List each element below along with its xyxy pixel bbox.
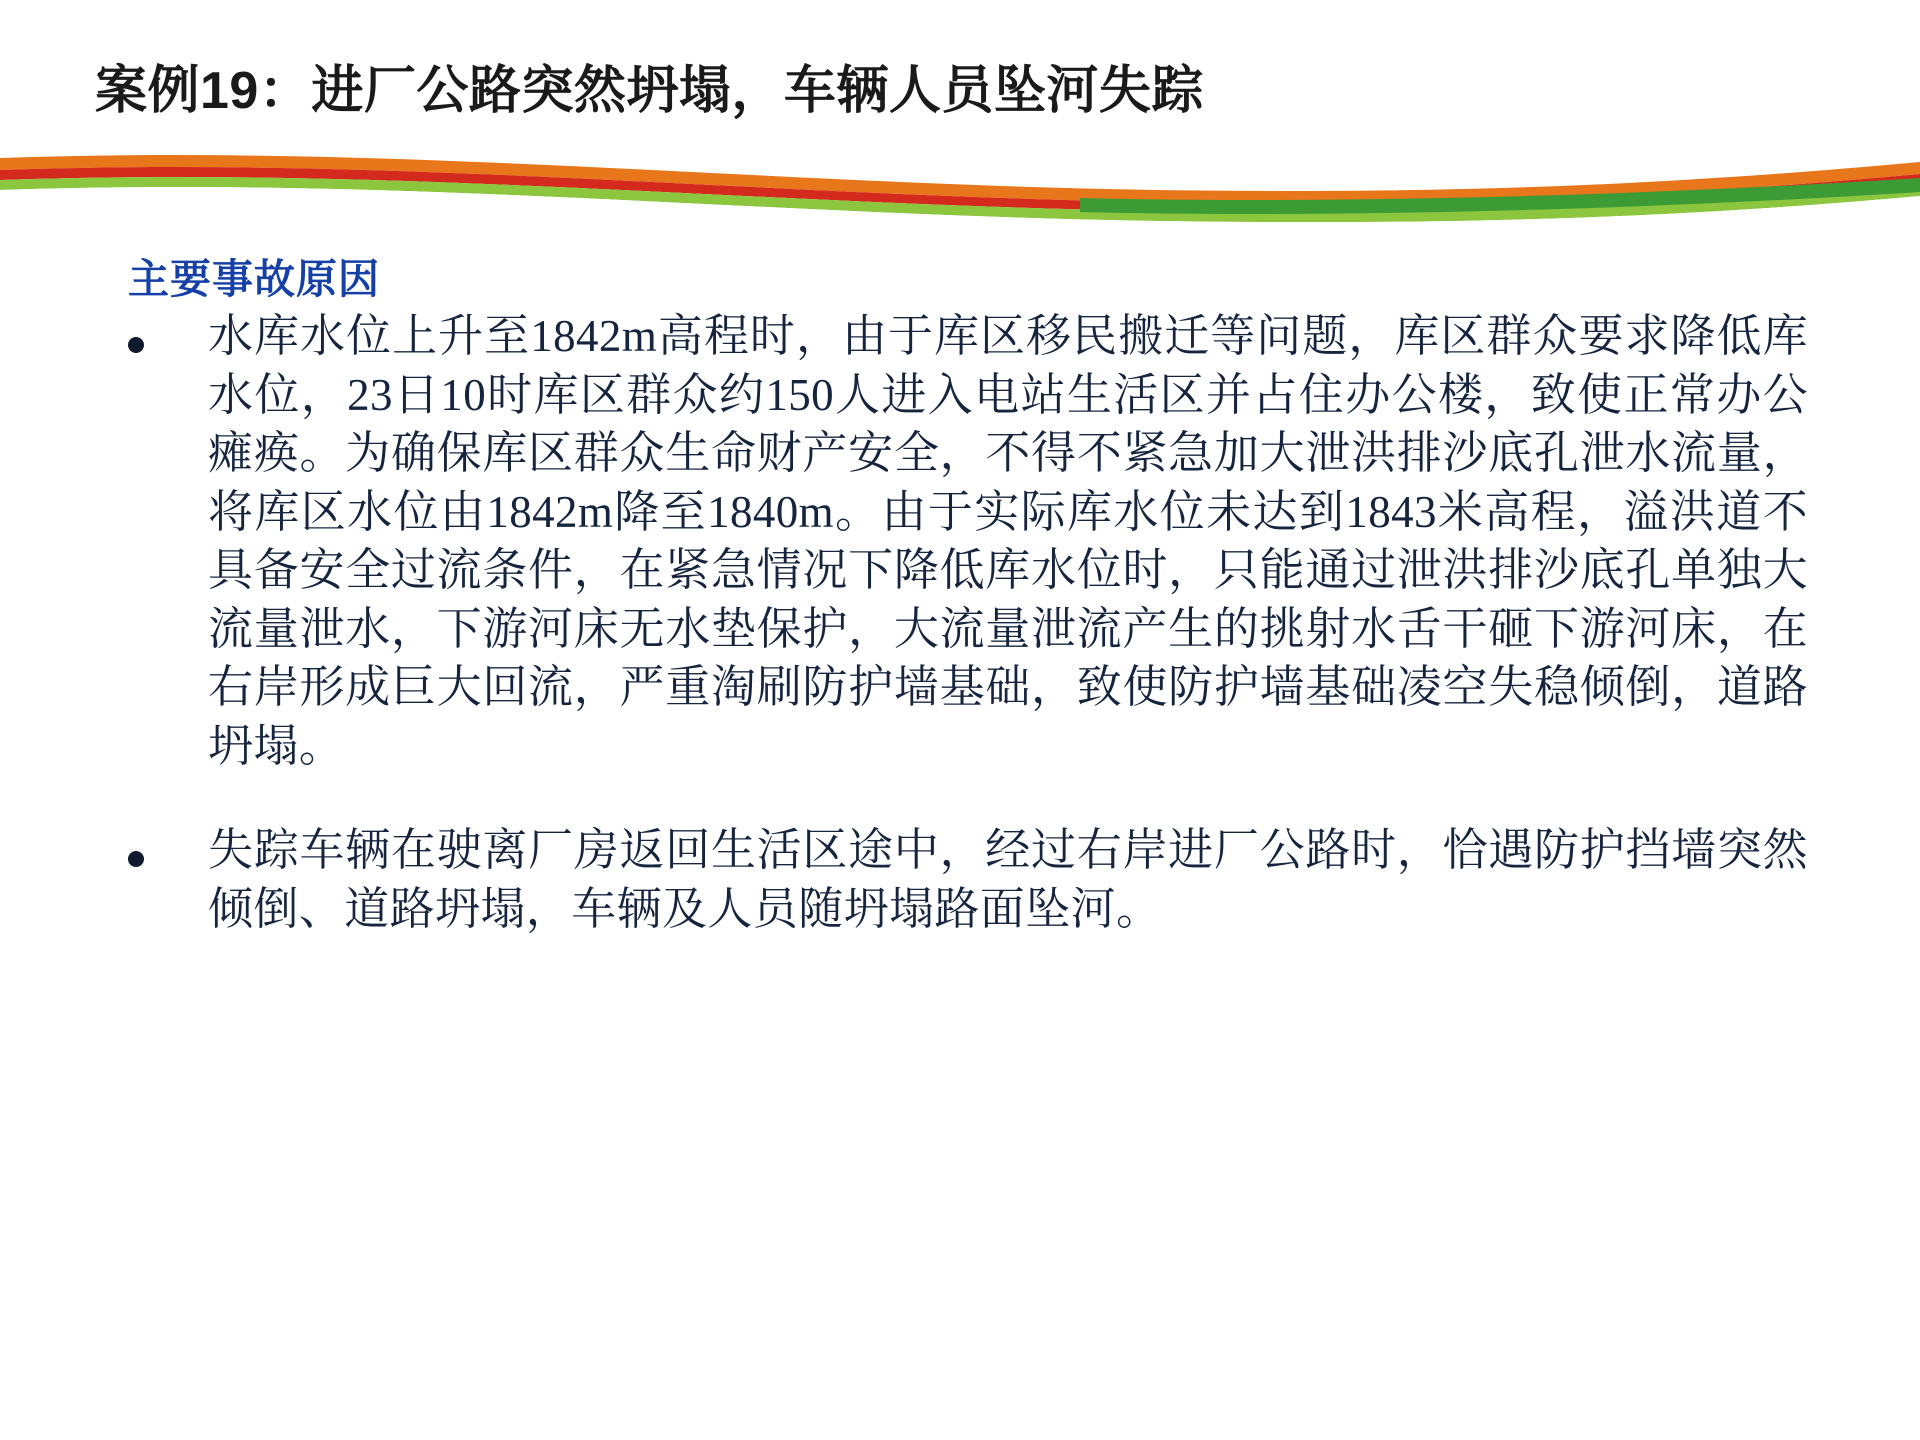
section-heading: 主要事故原因 <box>128 256 380 302</box>
bullet-dot-icon <box>128 307 208 359</box>
list-item <box>128 821 1808 938</box>
bullet-dot-icon <box>128 821 208 873</box>
swoosh-graphic <box>0 152 1920 222</box>
bullet-list <box>128 307 1808 984</box>
decorative-swoosh-band <box>0 152 1920 222</box>
bullet-text: 失踪车辆在驶离厂房返回生活区途中，经过右岸进厂公路时，恰遇防护挡墙突然倾倒、道路坍塌，车辆及人员随坍塌路面坠河。 <box>208 825 1808 934</box>
bullet-text: 水库水位上升至1842m高程时，由于库区移民搬迁等问题，库区群众要求降低库水位，23日10时库区群众约150人进入电站生活区并占住办公楼，致使正常办公瘫痪。为确保库区群众生命财产安全，不得不紧急加大泄洪排沙底孔泄水流量，将库区水位由1842m降至1840m。由于实际库水位未达到1843米高程，溢洪道不具备安全过流条件，在紧急情况下降低库水位时，只能通过泄洪排沙底孔单独大流量泄水，下游河床无水垫保护，大流量泄流产生的挑射水舌干砸下游河床，在右岸形成巨大回流，严重淘刷防护墙基础，致使防护墙基础凌空失稳倾倒，道路坍塌。 <box>208 311 1808 771</box>
title-area <box>0 0 1920 175</box>
page-title: 案例19：进厂公路突然坍塌，车辆人员坠河失踪 <box>95 62 1204 120</box>
list-item <box>128 307 1808 775</box>
